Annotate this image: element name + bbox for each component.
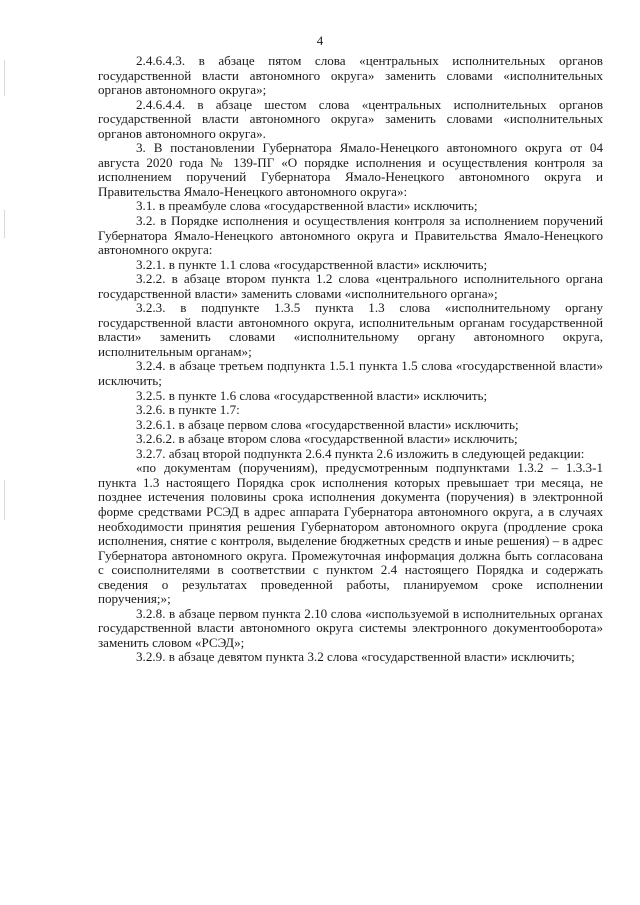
paragraph-2-4-6-4-3: 2.4.6.4.3. в абзаце пятом слова «центральных исполнительных органов государственной власти автономного округа» заменить словами «исполнительных органов автономного округа»;	[98, 53, 603, 98]
paragraph-3-2-6-2: 3.2.6.2. в абзаце втором слова «государственной власти» исключить;	[136, 431, 518, 447]
paragraph-3-2-2: 3.2.2. в абзаце втором пункта 1.2 слова «центрального исполнительного органа государственной власти» заменить словами «исполнительного органа»;	[98, 271, 603, 301]
paragraph-3-2-7: 3.2.7. абзац второй подпункта 2.6.4 пункта 2.6 изложить в следующей редакции:	[136, 445, 585, 461]
paragraph-3-2-8: 3.2.8. в абзаце первом пункта 2.10 слова «используемой в исполнительных органах государственной власти автономного округа системы электронного документооборота» заменить словом «РСЭД»;	[98, 605, 603, 650]
paragraph-2-4-6-4-4: 2.4.6.4.4. в абзаце шестом слова «центральных исполнительных органов государственной власти автономного округа» заменить словами «исполнительных органов автономного округа».	[98, 96, 603, 141]
paragraph-3-2-6: 3.2.6. в пункте 1.7:	[136, 402, 240, 418]
paragraph-3-1: 3.1. в преамбуле слова «государственной власти» исключить;	[136, 198, 478, 214]
paragraph-3-2: 3.2. в Порядке исполнения и осуществления контроля за исполнением поручений Губернатора Ямало-Ненецкого автономного округа и Правительства Ямало-Ненецкого автономного округа:	[98, 213, 603, 258]
scan-margin-line	[4, 60, 5, 96]
paragraph-3-2-3: 3.2.3. в подпункте 1.3.5 пункта 1.3 слова «исполнительному органу государственной власти автономного округа, исполнительным органам государственной власти» заменить словами «исполнительному органу автономного округа, исполнительным органам»;	[98, 300, 603, 359]
paragraph-3-2-1: 3.2.1. в пункте 1.1 слова «государственной власти» исключить;	[136, 256, 488, 272]
paragraph-3-2-6-1: 3.2.6.1. в абзаце первом слова «государственной власти» исключить;	[136, 416, 519, 432]
document-body	[98, 54, 603, 665]
scan-margin-line	[4, 480, 5, 520]
paragraph-new-wording: «по документам (поручениям), предусмотренным подпунктами 1.3.2 – 1.3.3-1 пункта 1.3 настоящего Порядка срок исполнения которых превышает три месяца, не позднее истечения половины срока исполнения документа (поручения) в электронной форме средствами РСЭД в адрес аппарата Губернатора автономного округа, а в случаях необходимости принятия решения Губернатором автономного округа (продление срока исполнения, снятие с контроля, выделение бюджетных средств и иные решения) – в адрес Губернатора автономного округа. Промежуточная информация должна быть согласована с соисполнителями в соответствии с пунктом 2.4 настоящего Порядка и содержать сведения о результатах проведенной работы, планируемом сроке исполнении поручения;»;	[98, 460, 603, 607]
paragraph-3-2-5: 3.2.5. в пункте 1.6 слова «государственной власти» исключить;	[136, 387, 488, 403]
scan-margin-line	[4, 210, 5, 238]
paragraph-3-2-9: 3.2.9. в абзаце девятом пункта 3.2 слова «государственной власти» исключить;	[136, 649, 575, 665]
paragraph-3-2-4: 3.2.4. в абзаце третьем подпункта 1.5.1 пункта 1.5 слова «государственной власти» исключить;	[98, 358, 603, 389]
paragraph-3: 3. В постановлении Губернатора Ямало-Ненецкого автономного округа от 04 августа 2020 года № 139-ПГ «О порядке исполнения и осуществления контроля за исполнением поручений Губернатора Ямало-Ненецкого автономного округа и Правительства Ямало-Ненецкого автономного округа»:	[98, 140, 603, 199]
page-number: 4	[316, 33, 324, 48]
